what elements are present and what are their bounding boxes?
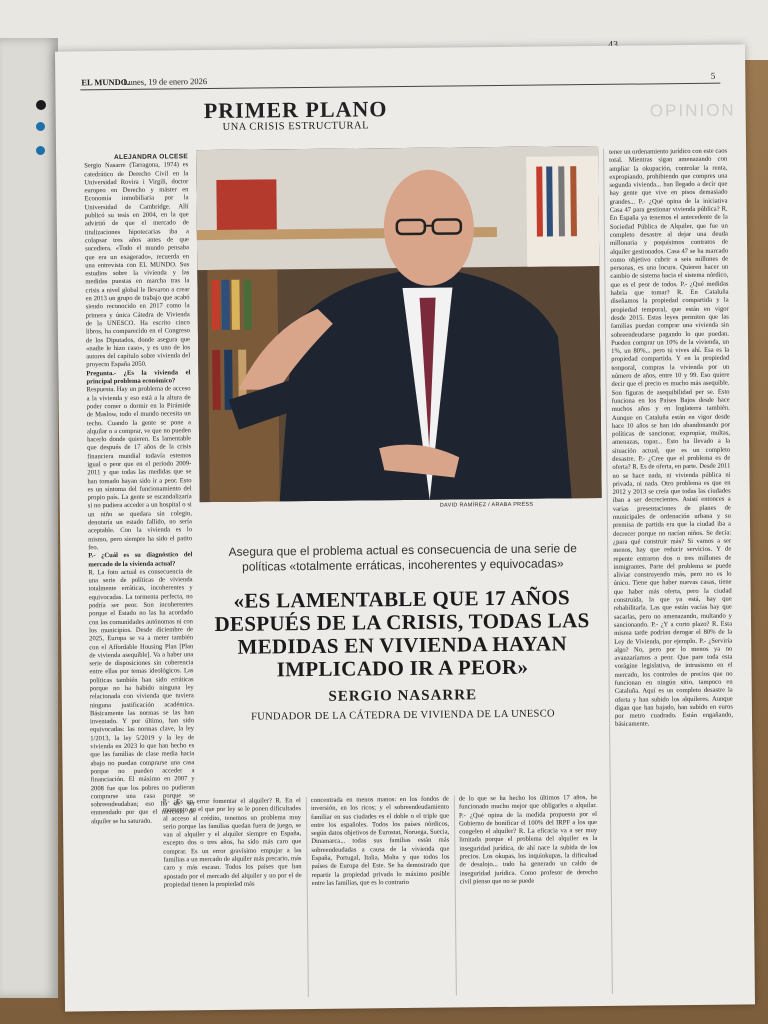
- headline: «ES LAMENTABLE QUE 17 AÑOS DESPUÉS DE LA CRISIS, TODAS LAS MEDIDAS EN VIVIENDA HAYAN IMPLICADO IR A PEOR»: [214, 585, 590, 682]
- article-column-bottom-1: [163, 797, 303, 998]
- left-newspaper-sheet: [0, 38, 58, 998]
- interviewee-name: SERGIO NASARRE: [328, 687, 478, 705]
- column-divider: [306, 797, 309, 997]
- paper-date: Lunes, 19 de enero 2026: [123, 76, 208, 87]
- column-text: concentrada en menos manos: en los fondos de inversión, en los ricos; y el sobreendeudamiento familiar en sus ciudades es el doble o el triple que entre los españoles. Todos los países nórdicos, según datos objetivos de Eurostat, Noruega, Suecia, Dinamarca... todas sus familias están más sobreendeudadas a causa de la vivienda que España, Portugal, Italia, Malta y que todos los países de Europa del Este. Se ha demostrado que repartir la propiedad privada lo máximo posible entre las familias, que es lo contrario: [310, 795, 450, 887]
- question-1: Pregunta.- ¿Es la vivienda el principal problema económico?: [86, 368, 191, 386]
- article-column-right: [609, 148, 736, 994]
- newspaper-page: [55, 44, 755, 1011]
- intro-paragraph: Sergio Nasarre (Tarragona, 1974) es catedrático de Derecho Civil en la Universidad Rovira i Virgili, doctor europeo en Derecho y máster en Economía inmobiliaria por la Universidad de Cambridge. Allí publicó su tesis en 2004, en la que advirtió de que el mercado de titulizaciones hipotecarias iba a colapsar tres años antes de que sucediera. «Todo el mundo pensaba que era un exagerado», recuerda en una entrevista con EL MUNDO. Sus estudios sobre la vivienda y las medidas puestas en marcha tras la crisis a nivel global le llevaron a crear en 2013 un grupo de trabajo que acabó siendo reconocido en 2017 como la primera y única Cátedra de Vivienda de la UNESCO. Ha escrito cinco libros, ha comparecido en el Congreso de los Diputados, donde asegura que «nadie le hizo caso», y es uno de los autores del capítulo sobre vivienda del proyecto España 2050.: [84, 161, 191, 369]
- column-text: tener un ordenamiento jurídico con este caos total. Mientras sigan amenazando con ampliar la okupación, controlar la renta, expropiando, prohibiendo que compres una segunda vivienda... han llegado a decir que hay gente que vive en pisos demasiado grandes... P.- ¿Qué opina de la iniciativa Casa 47 para gestionar vivienda pública? R. En España ya tenemos el antecedente de la Sociedad Pública de Alquiler, que fue un completo desastre al dejar una deuda millonaria y poquísimos contratos de alquiler gestionados. Casa 47 se ha marcado como objetivo cubrir a seis millones de personas, es una locura. Quieren hacer un cambio de sistema hacia el sistema nórdico, que es el peor de todos. P.- ¿Qué medidas habría que tomar? R. En Cataluña diseñamos la propiedad compartida y la propiedad temporal, que están en vigor desde 2015. Estas leyes permiten que las familias puedan comprar una vivienda sin sobreendeudarse pagando lo que puedan. Pueden comprar un 10% de la vivienda, un 1%, un 80%... pero tú vives ahí. Esa es la propiedad compartida. Y en la propiedad temporal, compras la vivienda por un número de años, entre 10 y 99. Eso quiere decir que el precio es mucho más asequible. Son figuras de asequibilidad per se. Esto funciona en los Países Bajos desde hace muchos años y en Inglaterra también. Aunque en Cataluña están en vigor desde hace 10 años se han ido abandonando por políticas de sancionar, expropiar, multas, amenazas, topar... Esto ha llevado a la situación actual, que es un completo desastre. P.- ¿Cree que el problema es de oferta? R. Es de oferta, en parte. Desde 2011 no se hace nada, ni vivienda pública ni privada, ni nada. Otro problema es que en 2012 y 2013 se creía que todas las ciudades iban a ser decrecientes. Asistí entonces a varias presentaciones de planes de municipales de ordenación urbana y su premisa de partida era que la ciudad iba a decrecer porque no nacían niños. Se decía: ¿para qué construir más? Si vamos a ser menos, hay que reducir servicios. Y de repente entraron dos o tres millones de inmigrantes. Parte del problema se puede aliviar construyendo más, pero no es lo único. Tiene que haber nuevas casas, tiene que haber más oferta, pero la ciudad construida, la que ya está, hay que rehabilitarla. Las que están vacías hay que sacarlas, pero no amenazando, multando y sancionando. P.- ¿Y a corto plazo? R. Esta misma tarde podrían derogar el 80% de la Ley de Vivienda, por ejemplo. P.- ¿Serviría algo? No, pero por lo menos ya no avanzaríamos a peor. Que pare toda esta vorágine legislativa, de intrusismo en el mercado, los controles de precios que no funcionan en ningún sitio, tampoco en Cataluña. Aquí es un completo desastre la oferta y han subido los alquileres. Aunque digan que han bajado, han subido en euros por metro cuadrado. Están engañando, básicamente.: [609, 147, 734, 729]
- column-divider: [454, 795, 457, 995]
- ink-dot: [36, 100, 46, 110]
- bleed-through-section-label: OPINION: [649, 100, 736, 121]
- paper-name: EL MUNDO.: [81, 76, 130, 88]
- interview-photo: [196, 146, 602, 502]
- byline: ALEJANDRA OLCESE: [113, 153, 189, 162]
- section-title: PRIMER PLANO: [203, 96, 388, 124]
- column-text: P.- ¿Es un error fomentar el alquiler? R. En el momento en el que por ley se le ponen dificultades al acceso al crédito, tenemos un problema muy serio porque las familias quedan fuera de juego, se van al alquiler y el alquiler siempre en España, excepto dos o tres años, ha sido más caro que comprar. Es un error gravísimo empujar a las familias a un mercado de alquiler más precario, más caro y más escaso. Todos los países que han apostado por el mercado del alquiler y no por el de propiedad tienen la propiedad más: [162, 797, 302, 889]
- article-column-bottom-3: [459, 794, 599, 995]
- article-column-left: [84, 153, 196, 826]
- question-2: P.- ¿Cuál es su diagnóstico del mercado de la vivienda actual?: [88, 551, 193, 568]
- answer-1: Respuesta. Hay un problema de acceso a la vivienda y eso está a la altura de poder comer o dormir en la Pirámide de Maslow, todo el mundo necesita un techo. Cuando la gente se pone a alquilar o a comprar, ve que no pueden hacerlo donde quieren. Es lamentable que después de 17 años de la crisis financiera mundial todavía estemos igual o peor que en el periodo 2009-2011 y que todas las medidas que se han tomado hayan sido ir a peor. Esto es un síntoma del funcionamiento del propio país. La gente se escandalizaría si no pudiera acceder a un hospital o si un niño se quedara sin colegio, denotaría un estado fallido, no sería aceptable. Con la vivienda es lo mismo, pero siempre ha sido el patito feo.: [86, 385, 193, 552]
- ink-dot: [36, 146, 45, 155]
- section-subtitle: UNA CRISIS ESTRUCTURAL: [222, 120, 370, 133]
- lede: Asegura que el problema actual es consecuencia de una serie de políticas «totalmente erráticas, incoherentes y equivocadas»: [228, 541, 577, 574]
- interviewee-role: FUNDADOR DE LA CÁTEDRA DE VIVIENDA DE LA UNESCO: [250, 708, 555, 723]
- ink-dot: [36, 122, 45, 131]
- photo-credit: DAVID RAMÍREZ / ARABA PRESS: [439, 501, 534, 509]
- article-column-bottom-2: [311, 796, 451, 997]
- section-header: [55, 95, 535, 135]
- page-number: 5: [710, 70, 716, 81]
- portrait-illustration: [196, 146, 602, 502]
- answer-2: R. La foto actual es consecuencia de una serie de políticas de vivienda totalmente erráticas, incoherentes y equivocadas. La tormenta perfecta, no podría ser peor. Son incoherentes porque el Estado no las ha acordado con las comunidades autónomas ni con los municipios. Desde diciembre de 2025, Europa se va a meter también con el Affordable Housing Plan [Plan de vivienda asequible]. Va a haber una serie de disposiciones sin coherencia entre ellas por temas ideológicos. Las políticas también han sido erráticas porque no ha habido ninguna ley relacionada con vivienda que tuviera ninguna justificación académica. Básicamente las normas se las han inventado. Y por último, han sido equivocadas: las normas clave, la ley 1/2013, la ley 5/2019 y la ley de vivienda en 2023 lo que han hecho es que las familias de clase media hacia abajo no puedan comprarse una casa porque no pueden acceder a financiación. El máximo en 2007 y 2008 fue que los pobres no pudieran comprarse una casa porque se sobreendeudaban; eso ha de ser enmendado por que el mercado de alquiler se ha saturado.: [88, 568, 196, 826]
- column-text: de lo que se ha hecho los últimos 17 años, ha funcionado mucho mejor que obligarles a alquilar. P.- ¿Qué opina de la medida propuesta por el Gobierno de bonificar el 100% del IRPF a los que congelen el alquiler? R. La eficacia va a ser muy limitada porque el problema del alquiler es la inseguridad jurídica, de ahí nace la subida de los precios. Los okupas, los inquiokupas, la dificultad de desalojo... todo ha generado un caldo de inseguridad jurídica. Como profesor de derecho civil pienso que no se puede: [458, 794, 598, 886]
